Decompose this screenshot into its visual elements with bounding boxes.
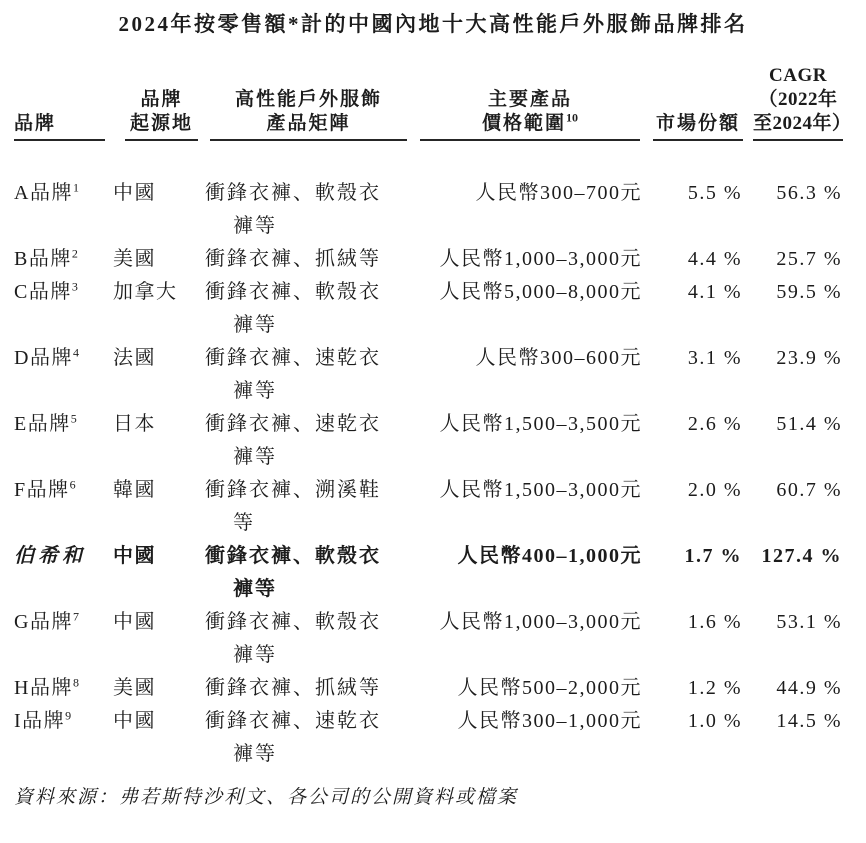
header-underline-price: [420, 139, 640, 141]
product-matrix-line2: 褲等: [233, 743, 277, 765]
price-range-cell: 人民幣1,500–3,000元: [439, 479, 642, 501]
header-price-label: 價格範圍: [481, 113, 566, 134]
header-product-matrix: [205, 64, 412, 141]
header-underline-share: [653, 139, 743, 141]
price-range-cell: 人民幣1,000–3,000元: [439, 611, 642, 633]
brand-footnote-sup: 6: [69, 477, 76, 492]
market-share-cell: 3.1 %: [687, 347, 742, 369]
header-cagr: [748, 64, 852, 141]
table-row-brand-a: [14, 177, 845, 243]
product-matrix-line2: 褲等: [233, 578, 277, 600]
origin-cell: 美國: [113, 677, 156, 699]
table-row-brand-i: [14, 705, 845, 771]
product-matrix-line2: 等: [233, 512, 255, 534]
header-underline-matrix: [210, 139, 407, 141]
table-row-brand-h: [14, 672, 845, 705]
product-matrix-line1: 衝鋒衣褲、速乾衣: [205, 710, 381, 732]
price-range-cell: 人民幣300–1,000元: [457, 710, 642, 732]
product-matrix-cell: [205, 177, 412, 243]
table-row-pelliot-highlighted: [14, 540, 845, 606]
header-origin: [113, 64, 205, 141]
header-matrix-line2: 產品矩陣: [266, 113, 351, 134]
brand-cell: [14, 672, 113, 705]
product-matrix-line1: 衝鋒衣褲、抓絨等: [205, 677, 381, 699]
header-share-label: 市場份額: [655, 113, 740, 134]
price-range-cell: 人民幣300–700元: [475, 182, 642, 204]
table-row-brand-f: [14, 474, 845, 540]
brand-cell: [14, 243, 113, 276]
origin-cell: 日本: [113, 413, 156, 435]
header-price-line1: 主要產品: [487, 89, 572, 110]
cagr-cell: 127.4 %: [761, 545, 842, 567]
product-matrix-line2: 褲等: [233, 380, 277, 402]
table-row-brand-g: [14, 606, 845, 672]
brand-footnote-sup: 4: [72, 345, 79, 360]
origin-cell: 美國: [113, 248, 156, 270]
market-share-cell: 4.4 %: [687, 248, 742, 270]
brand-name: H品牌: [14, 677, 73, 699]
brand-name: F品牌: [14, 479, 70, 501]
brand-cell: [14, 540, 113, 606]
header-origin-line1: 品牌: [140, 89, 183, 110]
table-row-brand-e: [14, 408, 845, 474]
brand-name: E品牌: [14, 413, 71, 435]
brand-name: D品牌: [14, 347, 73, 369]
brand-footnote-sup: 2: [71, 246, 78, 261]
market-share-cell: 1.2 %: [687, 677, 742, 699]
header-cagr-line1: CAGR: [769, 65, 827, 86]
product-matrix-line2: 褲等: [233, 215, 277, 237]
cagr-cell: 56.3 %: [776, 182, 842, 204]
header-brand-label: 品牌: [14, 113, 57, 134]
table-row-brand-b: [14, 243, 845, 276]
origin-cell: 中國: [113, 611, 156, 633]
brand-footnote-sup: 8: [72, 675, 79, 690]
origin-cell: 法國: [113, 347, 156, 369]
origin-cell: 中國: [113, 710, 156, 732]
brand-name: B品牌: [14, 248, 72, 270]
header-origin-line2: 起源地: [129, 113, 193, 134]
brand-cell: [14, 177, 113, 243]
product-matrix-cell: [205, 672, 412, 705]
brand-name: 伯希和: [14, 545, 86, 567]
source-note: 資料來源：弗若斯特沙利文、各公司的公開資料或檔案: [14, 787, 519, 808]
header-price-footnote-sup: 10: [566, 110, 578, 125]
origin-cell: 韓國: [113, 479, 156, 501]
market-share-cell: 2.0 %: [687, 479, 742, 501]
cagr-cell: 14.5 %: [776, 710, 842, 732]
product-matrix-line2: 褲等: [233, 314, 277, 336]
ranking-table: [14, 64, 852, 771]
header-brand: [14, 64, 113, 141]
header-underline-origin: [125, 139, 198, 141]
product-matrix-cell: [205, 540, 412, 606]
header-price-range: [412, 64, 648, 141]
product-matrix-cell: [205, 474, 412, 540]
price-range-cell: 人民幣5,000–8,000元: [439, 281, 642, 303]
header-market-share: [648, 64, 748, 141]
market-share-cell: 4.1 %: [687, 281, 742, 303]
cagr-cell: 59.5 %: [776, 281, 842, 303]
market-share-cell: 1.0 %: [687, 710, 742, 732]
brand-footnote-sup: 3: [71, 279, 78, 294]
product-matrix-line1: 衝鋒衣褲、速乾衣: [205, 413, 381, 435]
product-matrix-line1: 衝鋒衣褲、軟殼衣: [205, 182, 381, 204]
header-underline-cagr: [753, 139, 843, 141]
origin-cell: 加拿大: [113, 281, 178, 303]
product-matrix-line2: 褲等: [233, 446, 277, 468]
cagr-cell: 60.7 %: [776, 479, 842, 501]
brand-footnote-sup: 7: [72, 609, 79, 624]
product-matrix-line1: 衝鋒衣褲、軟殼衣: [205, 611, 381, 633]
brand-footnote-sup: 1: [72, 180, 79, 195]
table-header-row: [14, 64, 852, 141]
product-matrix-line1: 衝鋒衣褲、速乾衣: [205, 347, 381, 369]
document-page: [0, 10, 866, 843]
product-matrix-cell: [205, 276, 412, 342]
product-matrix-line1: 衝鋒衣褲、軟殼衣: [205, 281, 381, 303]
table-body: [14, 177, 845, 771]
product-matrix-line1: 衝鋒衣褲、溯溪鞋: [205, 479, 381, 501]
header-price-line2: [420, 112, 640, 136]
origin-cell: 中國: [113, 182, 156, 204]
price-range-cell: 人民幣500–2,000元: [457, 677, 642, 699]
table-row-brand-c: [14, 276, 845, 342]
product-matrix-cell: [205, 705, 412, 771]
product-matrix-line2: 褲等: [233, 644, 277, 666]
product-matrix-cell: [205, 606, 412, 672]
cagr-cell: 23.9 %: [776, 347, 842, 369]
product-matrix-cell: [205, 408, 412, 474]
market-share-cell: 1.7 %: [684, 545, 742, 567]
price-range-cell: 人民幣1,000–3,000元: [439, 248, 642, 270]
product-matrix-line1: 衝鋒衣褲、抓絨等: [205, 248, 381, 270]
product-matrix-line1: 衝鋒衣褲、軟殼衣: [205, 545, 381, 567]
brand-cell: [14, 705, 113, 771]
price-range-cell: 人民幣300–600元: [475, 347, 642, 369]
cagr-cell: 44.9 %: [776, 677, 842, 699]
market-share-cell: 1.6 %: [687, 611, 742, 633]
brand-name: G品牌: [14, 611, 73, 633]
cagr-cell: 51.4 %: [776, 413, 842, 435]
price-range-cell: 人民幣400–1,000元: [457, 545, 642, 567]
brand-cell: [14, 606, 113, 672]
cagr-cell: 53.1 %: [776, 611, 842, 633]
product-matrix-cell: [205, 342, 412, 408]
header-cagr-line3: 至2024年）: [753, 113, 852, 134]
brand-footnote-sup: 9: [65, 708, 72, 723]
cagr-cell: 25.7 %: [776, 248, 842, 270]
header-cagr-line2: （2022年: [758, 89, 838, 110]
market-share-cell: 5.5 %: [687, 182, 742, 204]
page-title: 2024年按零售額*計的中國內地十大高性能戶外服飾品牌排名: [118, 12, 748, 36]
brand-cell: [14, 342, 113, 408]
brand-name: I品牌: [14, 710, 66, 732]
brand-name: A品牌: [14, 182, 73, 204]
header-matrix-line1: 高性能戶外服飾: [234, 89, 382, 110]
brand-cell: [14, 474, 113, 540]
table-row-brand-d: [14, 342, 845, 408]
brand-footnote-sup: 5: [70, 411, 77, 426]
brand-cell: [14, 276, 113, 342]
price-range-cell: 人民幣1,500–3,500元: [439, 413, 642, 435]
brand-name: C品牌: [14, 281, 72, 303]
market-share-cell: 2.6 %: [687, 413, 742, 435]
header-underline-brand: [14, 139, 105, 141]
origin-cell: 中國: [113, 545, 156, 567]
product-matrix-cell: [205, 243, 412, 276]
brand-cell: [14, 408, 113, 474]
